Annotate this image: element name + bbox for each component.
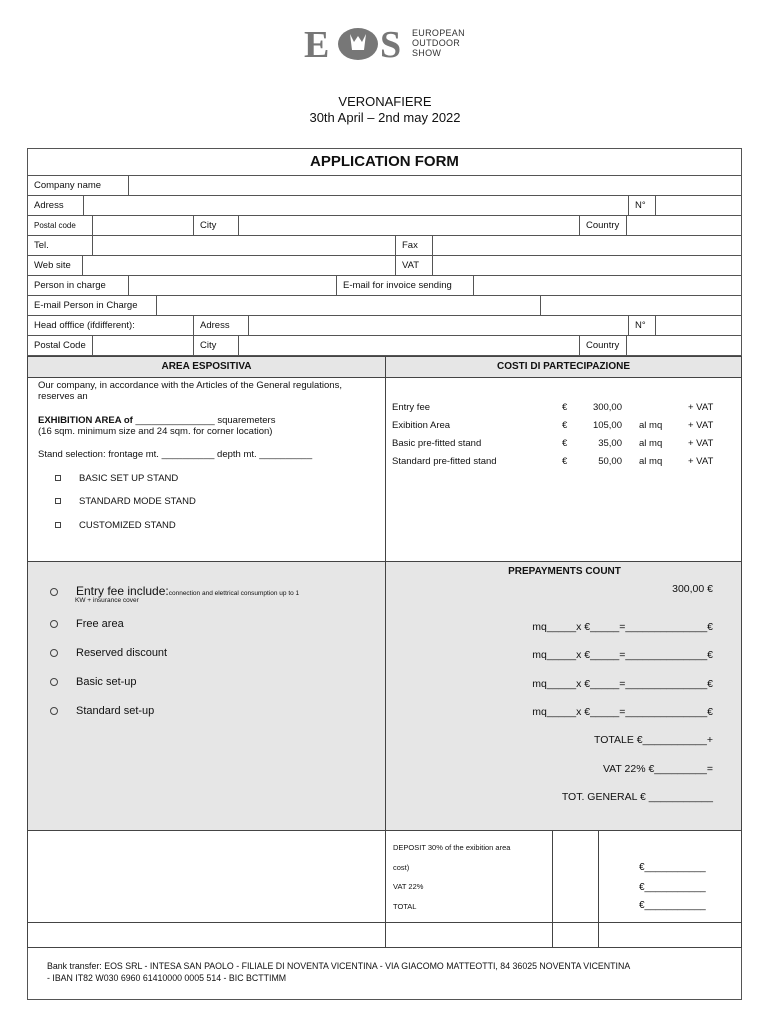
row-postal-2 — [28, 336, 741, 355]
option-customized[interactable] — [55, 520, 176, 531]
cost-currency: € — [562, 420, 568, 431]
footer-row-cell — [552, 922, 599, 948]
prepayment-calc-line[interactable]: mq_____x €_____=______________€ — [532, 706, 713, 718]
bank-line-2: - IBAN IT82 W030 6960 61410000 0005 514 - BIC BCTTIMM — [47, 973, 287, 983]
svg-text:E: E — [304, 24, 330, 64]
city-2-label: City — [200, 340, 217, 351]
email-person-field-extra[interactable] — [541, 296, 741, 315]
prepayments-title: PREPAYMENTS COUNT — [508, 566, 621, 577]
include-entry-label: Entry fee include: — [76, 584, 169, 598]
bullet-icon — [50, 620, 58, 628]
footer-row-cell — [385, 922, 553, 948]
deposit-vat-label: VAT 22% — [393, 882, 424, 891]
head-number-field[interactable] — [656, 316, 741, 335]
prepayment-totale[interactable]: TOTALE €___________+ — [594, 734, 713, 746]
application-form — [27, 148, 742, 356]
prepayment-tot-general[interactable]: TOT. GENERAL € ___________ — [561, 791, 713, 803]
cost-vat: + VAT — [688, 438, 714, 449]
postal-code-2-field[interactable] — [93, 336, 193, 355]
include-entry-fee — [50, 584, 299, 598]
area-intro: Our company, in accordance with the Articles of the General regulations, reserves an — [38, 380, 342, 402]
email-person-label: E-mail Person in Charge — [34, 300, 138, 311]
head-address-label: Adress — [200, 320, 230, 331]
event-info — [0, 94, 770, 126]
deposit-label-cont: cost) — [393, 863, 410, 872]
deposit-left-blank — [27, 830, 386, 923]
cost-label: Entry fee — [392, 402, 431, 413]
head-address-field[interactable] — [249, 316, 628, 335]
cost-currency: € — [562, 456, 568, 467]
include-item — [50, 647, 167, 659]
email-invoice-label: E-mail for invoice sending — [343, 280, 452, 291]
row-company — [28, 176, 741, 196]
number-field[interactable] — [656, 196, 741, 215]
cost-label: Standard pre-fitted stand — [392, 456, 497, 467]
include-entry-detail: connection and elettrical consumption up to 1 — [168, 590, 300, 597]
logo-wordmark — [412, 28, 465, 58]
cost-label: Basic pre-fitted stand — [392, 438, 482, 449]
fax-label: Fax — [402, 240, 418, 251]
cost-unit: al mq — [639, 420, 663, 431]
includes-section — [27, 561, 386, 831]
costi-title: COSTI DI PARTECIPAZIONE — [386, 357, 741, 378]
include-item — [50, 705, 154, 717]
bank-line-1: Bank transfer: EOS SRL - INTESA SAN PAOLO - FILIALE DI NOVENTA VICENTINA - VIA GIACOMO MATTEOTTI, 84 36025 NOVENTA VICENTINA — [47, 961, 631, 971]
stand-selection[interactable]: Stand selection: frontage mt. __________ depth mt. __________ — [38, 449, 313, 460]
country-2-label: Country — [586, 340, 620, 351]
include-label: Basic set-up — [76, 676, 137, 688]
deposit-label: DEPOSIT 30% of the exibition area — [393, 843, 511, 852]
country-2-field[interactable] — [627, 336, 741, 355]
include-label: Free area — [76, 618, 124, 630]
postal-code-label: Postal code — [34, 221, 76, 230]
bullet-icon — [50, 649, 58, 657]
bullet-icon — [50, 588, 58, 596]
country-field[interactable] — [627, 216, 741, 235]
row-address — [28, 196, 741, 216]
area-espositiva-section — [27, 356, 386, 562]
cost-vat: + VAT — [688, 402, 714, 413]
include-item — [50, 676, 137, 688]
vat-label: VAT — [402, 260, 420, 271]
exhibition-area-note: (16 sqm. minimum size and 24 sqm. for corner location) — [38, 426, 273, 437]
bullet-icon — [50, 678, 58, 686]
email-invoice-field[interactable] — [474, 276, 741, 295]
cost-amount: 105,00 — [592, 420, 622, 431]
cost-label: Exibition Area — [392, 420, 451, 431]
prepayment-calc-line[interactable]: mq_____x €_____=______________€ — [532, 649, 713, 661]
logo-line-show: SHOW — [412, 48, 442, 58]
country-label: Country — [586, 220, 620, 231]
footer-row-cell — [27, 922, 386, 948]
row-person — [28, 276, 741, 296]
footer-row-cell — [598, 922, 742, 948]
city-field[interactable] — [239, 216, 579, 235]
cost-currency: € — [562, 438, 568, 449]
eos-logo-mark — [304, 24, 409, 64]
city-label: City — [200, 220, 217, 231]
option-standard-mode[interactable] — [55, 496, 196, 507]
deposit-total-field[interactable]: €___________ — [639, 900, 706, 911]
cost-unit: al mq — [639, 456, 663, 467]
company-name-field[interactable] — [129, 176, 741, 195]
cost-vat: + VAT — [688, 456, 714, 467]
prepayment-calc-line[interactable]: mq_____x €_____=______________€ — [532, 678, 713, 690]
option-label: CUSTOMIZED STAND — [79, 520, 176, 531]
cost-unit: al mq — [639, 438, 663, 449]
row-postal — [28, 216, 741, 236]
head-office-label: Head offfice (ifdifferent): — [34, 320, 135, 331]
website-label: Web site — [34, 260, 71, 271]
row-email-person — [28, 296, 741, 316]
row-head-office — [28, 316, 741, 336]
prepayment-calc-line[interactable]: mq_____x €_____=______________€ — [532, 621, 713, 633]
form-title: APPLICATION FORM — [28, 149, 741, 176]
prepayment-entry-amount: 300,00 € — [672, 583, 713, 595]
deposit-vat-field[interactable]: €___________ — [639, 882, 706, 893]
cost-amount: 35,00 — [598, 438, 622, 449]
row-website — [28, 256, 741, 276]
prepayment-vat[interactable]: VAT 22% €_________= — [602, 763, 713, 775]
include-label: Reserved discount — [76, 647, 168, 659]
company-name-label: Company name — [34, 180, 102, 191]
exhibition-area-label: EXHIBITION AREA of — [38, 415, 133, 426]
deposit-amounts — [598, 830, 742, 923]
address-label: Adress — [34, 200, 64, 211]
checkbox-icon[interactable] — [55, 522, 61, 528]
exhibition-area-blank[interactable]: _______________ squaremeters — [135, 415, 276, 426]
deposit-labels — [385, 830, 553, 923]
area-espositiva-title: AREA ESPOSITIVA — [28, 357, 385, 378]
costi-section — [385, 356, 742, 562]
option-basic-set-up[interactable] — [55, 473, 178, 484]
cost-amount: 50,00 — [598, 456, 622, 467]
person-in-charge-label: Person in charge — [34, 280, 106, 291]
deposit-mid-blank — [552, 830, 599, 923]
deposit-total-label: TOTAL — [393, 902, 417, 911]
logo-line-outdoor: OUTDOOR — [412, 38, 461, 48]
city-2-field[interactable] — [239, 336, 579, 355]
event-dates: 30th April – 2nd may 2022 — [309, 110, 461, 125]
tel-field[interactable] — [93, 236, 395, 255]
logo-line-european: EUROPEAN — [412, 28, 465, 38]
svg-text:S: S — [380, 24, 402, 64]
fax-field[interactable] — [433, 236, 741, 255]
cost-vat: + VAT — [688, 420, 714, 431]
bank-transfer-box — [27, 948, 742, 1000]
website-field[interactable] — [83, 256, 395, 275]
number-label: N° — [635, 200, 646, 211]
cost-currency: € — [562, 402, 568, 413]
postal-code-2-label: Postal Code — [34, 340, 86, 351]
address-field[interactable] — [84, 196, 628, 215]
option-label: BASIC SET UP STAND — [79, 473, 179, 484]
exhibition-area-line — [38, 415, 378, 426]
include-entry-detail-2: KW + insurance cover — [75, 597, 139, 604]
venue-name: VERONAFIERE — [338, 94, 432, 109]
row-tel — [28, 236, 741, 256]
include-item — [50, 618, 124, 630]
bullet-icon — [50, 707, 58, 715]
prepayments-section — [385, 561, 742, 831]
deposit-amount-field[interactable]: €___________ — [639, 862, 706, 873]
person-in-charge-field[interactable] — [129, 276, 336, 295]
head-number-label: N° — [635, 320, 646, 331]
tel-label: Tel. — [34, 240, 49, 251]
option-label: STANDARD MODE STAND — [79, 496, 196, 507]
postal-code-field[interactable] — [93, 216, 193, 235]
cost-row — [392, 402, 430, 413]
checkbox-icon[interactable] — [55, 498, 61, 504]
email-person-field[interactable] — [157, 296, 540, 315]
vat-field[interactable] — [433, 256, 741, 275]
checkbox-icon[interactable] — [55, 475, 61, 481]
include-label: Standard set-up — [76, 705, 155, 717]
cost-amount: 300,00 — [592, 402, 622, 413]
